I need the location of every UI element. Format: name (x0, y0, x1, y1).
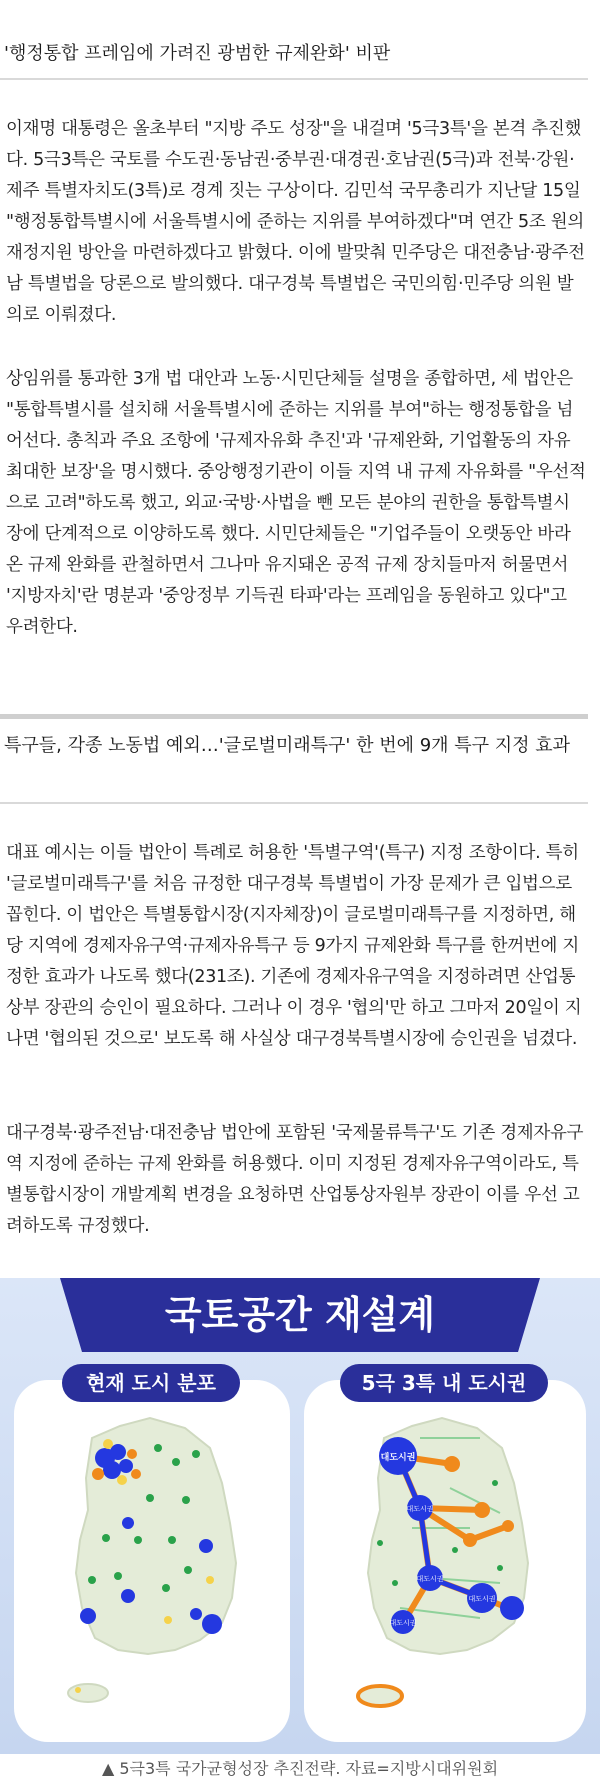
figure-caption: ▲ 5극3특 국가균형성장 추진전략. 자료=지방시대위원회 (101, 1759, 499, 1778)
section-divider (0, 78, 588, 80)
svg-text:대도시권: 대도시권 (389, 1619, 417, 1627)
infographic-svg (0, 1278, 600, 1754)
paragraph: 대구경북·광주전남·대전충남 법안에 포함된 '국제물류특구'도 기존 경제자유구역 지정에 준하는 규제 완화를 허용했다. 이미 지정된 경제자유구역이라도, 특별통합시장이 개발계획 변경을 요청하면 산업통상자원부 장관이 이를 우선 고려하도록 규정했다. (6, 1123, 584, 1236)
paragraph: 이재명 대통령은 올초부터 "지방 주도 성장"을 내걸며 '5극3특'을 본격 추진했다. 5극3특은 국토를 수도권·동남권·중부권·대경권·호남권(5극)과 전북·강원·제주 특별자치도(3특)로 경계 짓는 구상이다. 김민석 국무총리가 지난달 15일 "행정통합특별시에 서울특별시에 준하는 지위를 부여하겠다"며 연간 5조 원의 재정지원 방안을 마련하겠다고 밝혔다. 이에 발맞춰 민주당은 대전충남·광주전남 특별법을 당론으로 발의했다. 대구경북 특별법은 국민의힘·민주당 의원 발의로 이뤄졌다. (6, 119, 585, 325)
figure-title: 국토공간 재설계 (164, 1293, 436, 1337)
section-heading-1: '행정통합 프레임에 가려진 광범한 규제완화' 비판 (4, 43, 391, 64)
svg-text:대도시권: 대도시권 (468, 1595, 496, 1603)
paragraph: 상임위를 통과한 3개 법 대안과 노동·시민단체들 설명을 종합하면, 세 법안은 "통합특별시를 설치해 서울특별시에 준하는 지위를 부여"하는 행정통합을 넘어선다. 총칙과 주요 조항에 '규제자유화 추진'과 '규제완화, 기업활동의 자유 최대한 보장'을 명시했다. 중앙행정기관이 이들 지역 내 규제 자유화를 "우선적으로 고려"하도록 했고, 외교·국방·사법을 뺀 모든 분야의 권한을 통합특별시장에 단계적으로 이양하도록 했다. 시민단체들은 "기업주들이 오랫동안 바라온 규제 완화를 관철하면서 그나마 유지돼온 공적 규제 장치들마저 허물면서 '지방자치'란 명분과 '중앙정부 기득권 타파'라는 프레임을 동원하고 있다"고 우려한다. (6, 369, 586, 637)
paragraph: 대표 예시는 이들 법안이 특례로 허용한 '특별구역'(특구) 지정 조항이다. 특히 '글로벌미래특구'를 처음 규정한 대구경북 특별법이 가장 문제가 큰 입법으로 꼽힌다. 이 법안은 특별통합시장(지자체장)이 글로벌미래특구를 지정하면, 해당 지역에 경제자유구역·규제자유특구 등 9가지 규제완화 특구를 한꺼번에 지정한 효과가 나도록 했다(231조). 기존에 경제자유구역을 지정하려면 산업통상부 장관의 승인이 필요하다. 그러나 이 경우 '협의'만 하고 그마저 20일이 지나면 '협의된 것으로' 보도록 해 사실상 대구경북특별시장에 승인권을 넘겼다. (6, 843, 582, 1049)
svg-text:대도시권: 대도시권 (416, 1575, 444, 1583)
section-divider (0, 802, 588, 804)
svg-text:대도시권: 대도시권 (406, 1505, 434, 1513)
infographic-figure (0, 1278, 600, 1754)
jeju-island (358, 1686, 402, 1706)
svg-text:대도시권: 대도시권 (380, 1453, 416, 1463)
section-heading-2: 특구들, 각종 노동법 예외…'글로벌미래특구' 한 번에 9개 특구 지정 효과 (4, 735, 571, 756)
right-panel-label: 5극 3특 내 도시권 (361, 1371, 527, 1395)
section-divider (0, 714, 588, 719)
jeju-island (68, 1684, 108, 1702)
left-panel-label: 현재 도시 분포 (86, 1371, 216, 1395)
